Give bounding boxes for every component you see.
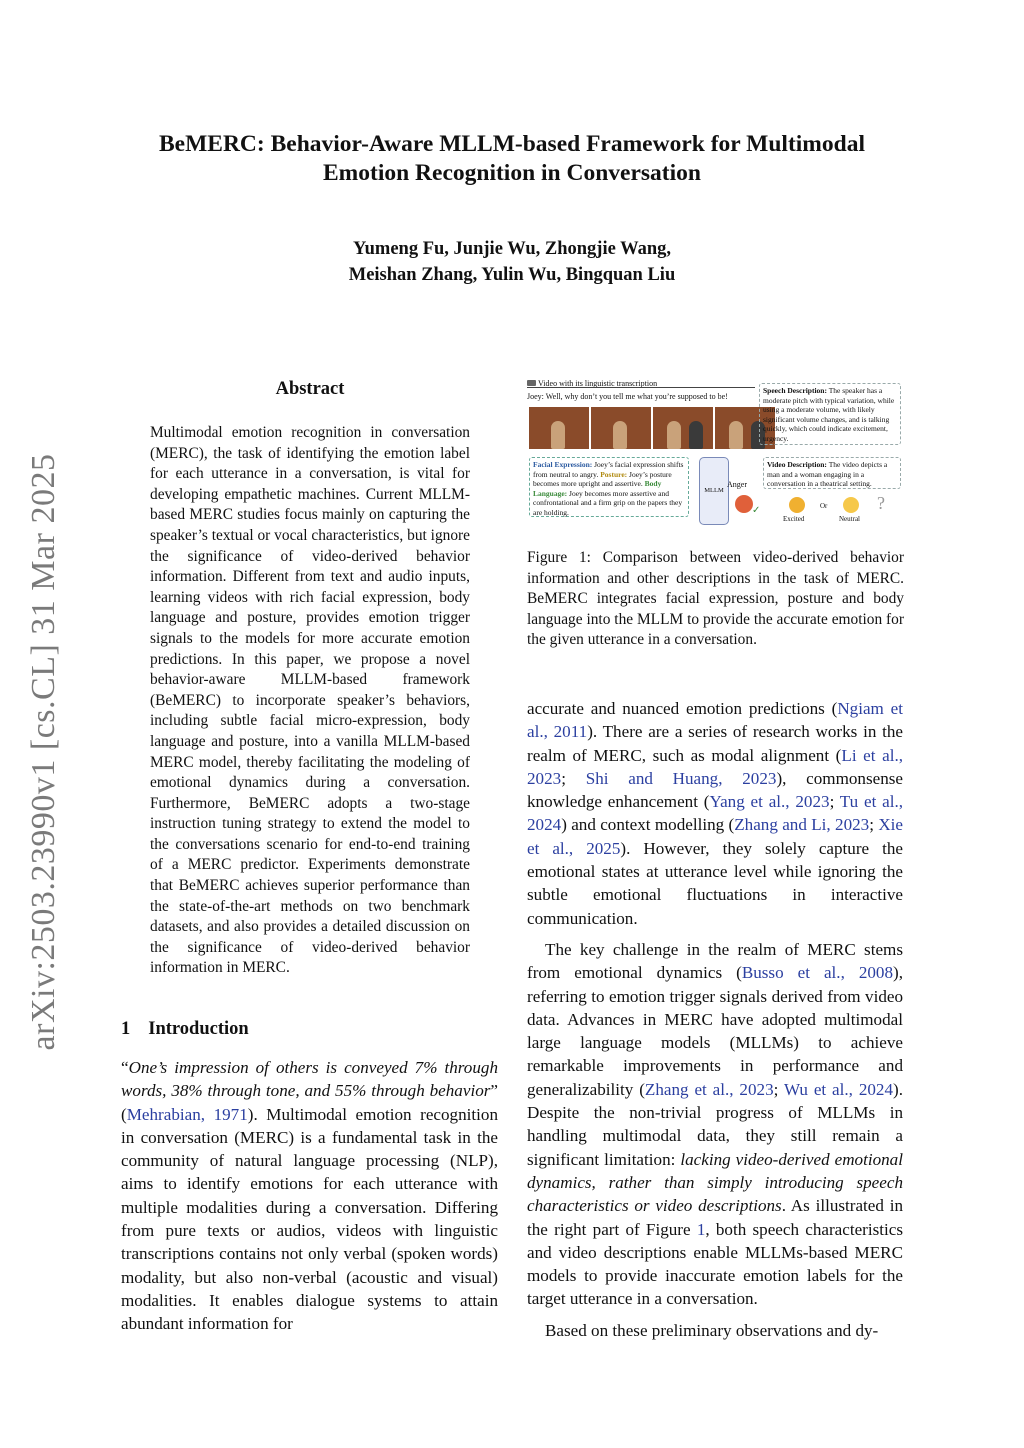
arxiv-stamp (14, 452, 74, 1052)
authors-line-1: Yumeng Fu, Junjie Wu, Zhongjie Wang, (352, 239, 672, 259)
citation-link[interactable]: Zhang et al., 2023 (644, 1079, 774, 1099)
transcript: Joey: Well, why don’t you tell me what you’re supposed to be! (527, 392, 728, 401)
citation-link[interactable]: Yang et al., 2023 (709, 792, 830, 812)
figure-1 (527, 377, 903, 527)
arrow-line (527, 387, 755, 388)
arxiv-identifier: arXiv:2503.23990v1 [cs.CL] 31 Mar 2025 (25, 453, 62, 1051)
paragraph: accurate and nuanced emotion predictions (Ngiam et al., 2011). There are a series of research works in the realm of MERC, such as modal alignment (Li et al., 2023; Shi and Huang, 2023), commonsense knowledge enhancement (Yang et al., 2023; Tu et al., 2024) and context modelling (Zhang and Li, 2023; Xie et al., 2025). However, they solely capture the emotional states at utterance level while ignoring the subtle emotional fluctuations in interactive communication. (527, 699, 903, 928)
figure-ref-link[interactable]: 1 (696, 1219, 706, 1239)
citation-link[interactable]: Busso et al., 2008 (741, 963, 894, 983)
excited-label: Excited (783, 515, 805, 523)
anger-label: Anger (727, 480, 747, 489)
video-desc-title: Video Description: (767, 460, 827, 469)
posture-text: Joey’s posture becomes more upright and assertive. (533, 469, 672, 488)
paper-title (100, 130, 924, 188)
section-title: Introduction (148, 1019, 249, 1039)
figure-caption: Figure 1: Comparison between video-derived behavior information and other descriptions in the task of MERC. BeMERC integrates facial expression, posture and body language into the MLLM to provide the accurate emotion for the given utterance in a conversation. (527, 549, 904, 649)
title-line-2: Emotion Recognition in Conversation (323, 160, 701, 186)
intro-body: ). Multimodal emotion recognition in conversation (MERC) is a fundamental task in the community of natural language processing (NLP), aims to identify emotions for each utterance with multiple modalities during a conversation. Differing from pure texts or audios, videos with linguistic transcriptions contains not only verbal (spoken words) modality, but also non-verbal (acoustic and visual) modalities. It enables dialogue systems to attain abundant information for (121, 1104, 498, 1334)
abstract-text: Multimodal emotion recognition in conversation (MERC), the task of identifying the emotion label for each utterance in a conversation, is vital for developing empathetic machines. Current MLLM-based MERC studies focus mainly on capturing the speaker’s textual or vocal characteristics, but ignore the significance of video-derived behavior information. Different from text and audio inputs, learning videos with rich facial expression, body language and posture, provides emotion trigger signals to the models for more accurate emotion predictions. In this paper, we propose a novel behavior-aware MLLM-based framework (BeMERC) to incorporate speaker’s behaviors, including subtle facial micro-expression, body language and posture, into a vanilla MLLM-based MERC model, thereby facilitating the modeling of emotional dynamics during a conversation. Furthermore, BeMERC adopts a two-stage instruction tuning strategy to extend the model to the conversations scenario for end-to-end training of a MERC predictor. Experiments demonstrate that BeMERC achieves superior performance than the state-of-the-art methods on two benchmark datasets, and also provides a detailed discussion on the significance of video-derived behavior information in MERC. (150, 424, 470, 977)
quote-close: ” ( (121, 1081, 498, 1124)
question-icon: ? (877, 493, 885, 513)
intro-paragraph (121, 1056, 498, 1336)
citation-link[interactable]: Mehrabian, 1971 (126, 1104, 248, 1124)
authors-line-2: Meishan Zhang, Yulin Wu, Bingquan Liu (348, 265, 676, 285)
quote-open: “ (121, 1058, 129, 1077)
paragraph: The key challenge in the realm of MERC stems from emotional dynamics (Busso et al., 2008), referring to emotion trigger signals derived from video data. Advances in MERC have adopted multimodal large language models (MLLMs) to achieve remarkable improvements in performance and generalizability (Zhang et al., 2023; Wu et al., 2024). Despite the non-trivial progress of MLLMs in handling multimodal data, they still remain a significant limitation: lacking video-derived emotional dynamics, rather than simply introducing speech characteristics or video descriptions. As illustrated in the right part of Figure 1, both speech characteristics and video descriptions enable MLLMs-based MERC models to provide inaccurate emotion labels for the target utterance in a conversation. (527, 939, 903, 1309)
angry-emoji-icon (735, 495, 753, 513)
or-label: Or (820, 502, 828, 510)
video-camera-icon (527, 380, 536, 386)
citation-link[interactable]: Tu et al., 2024 (527, 792, 903, 835)
section-number: 1 (121, 1019, 131, 1039)
mllm-block: MLLM (699, 457, 729, 525)
check-icon: ✓ (752, 505, 761, 516)
video-frame (591, 407, 651, 449)
author-list (100, 236, 924, 288)
speech-description-box (759, 383, 901, 445)
neutral-emoji-icon (843, 497, 859, 513)
speech-text: The speaker has a moderate pitch with typical variation, while using a moderate volume, with likely significant volume changes, and is talking quickly, which could indicate excitement, urgency. (763, 386, 895, 443)
excited-emoji-icon (789, 497, 805, 513)
citation-link[interactable]: Xie et al., 2025 (527, 815, 903, 858)
video-label-text: Video with its linguistic transcription (538, 379, 658, 388)
citation-link[interactable]: Wu et al., 2024 (783, 1079, 894, 1099)
citation-link[interactable]: Ngiam et al., 2011 (527, 699, 903, 742)
posture-title: Posture: (600, 469, 628, 479)
speech-title: Speech Description: (763, 386, 827, 395)
citation-link[interactable]: Zhang and Li, 2023 (734, 815, 870, 835)
video-frame (529, 407, 589, 449)
right-column-text (527, 697, 903, 1350)
abstract-heading: Abstract (275, 379, 345, 399)
section-heading (121, 1019, 249, 1040)
intro-quote: One’s impression of others is conveyed 7% through words, 38% through tone, and 55% through behavior (121, 1058, 498, 1101)
body-text: Joey becomes more assertive and confrontational and a firm grip on the papers they are holding. (533, 488, 683, 517)
body-title: Body Language: (533, 479, 662, 498)
paragraph: Based on these preliminary observations and dy- (545, 1320, 879, 1340)
neutral-label: Neutral (839, 515, 860, 523)
title-line-1: BeMERC: Behavior-Aware MLLM-based Framework for Multimodal (159, 131, 865, 157)
video-desc-text: The video depicts a man and a woman engaging in a conversation in a theatrical setting. (767, 460, 888, 488)
citation-link[interactable]: Shi and Huang, 2023 (585, 768, 777, 788)
behavior-box (529, 457, 689, 517)
facial-title: Facial Expression: (533, 460, 593, 469)
facial-text: Joey’s facial expression shifts from neutral to angry. (533, 460, 684, 479)
video-frame (653, 407, 713, 449)
citation-link[interactable]: Li et al., 2023 (527, 745, 903, 788)
video-description-box (763, 457, 901, 489)
